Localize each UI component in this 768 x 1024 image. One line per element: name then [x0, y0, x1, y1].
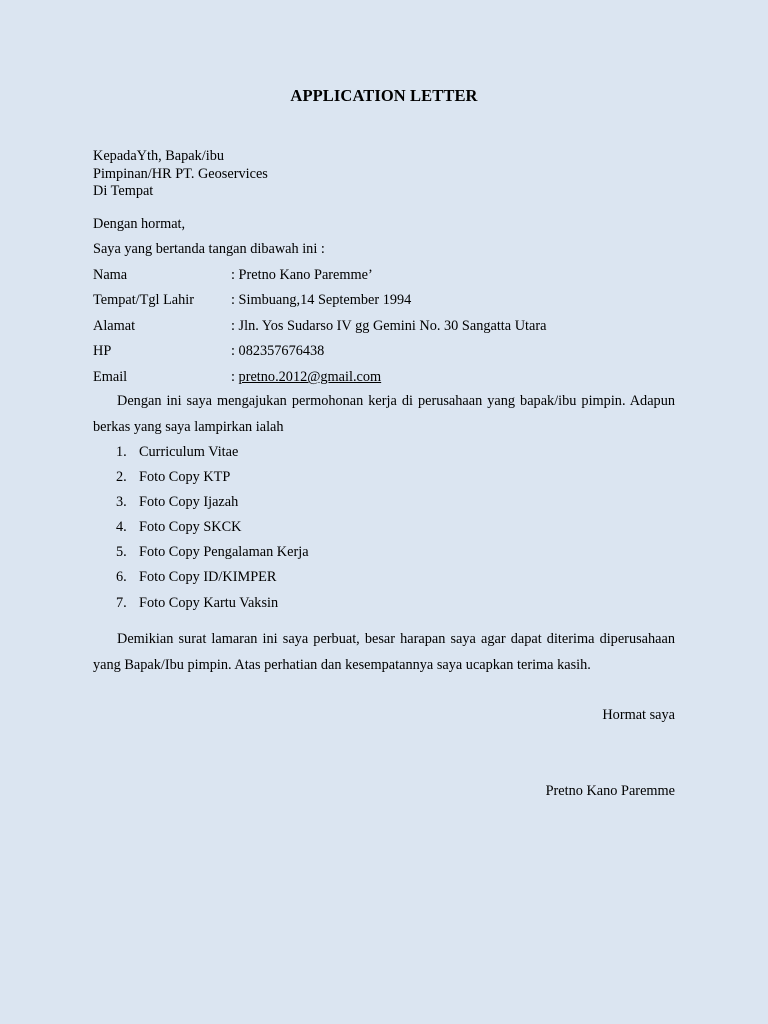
attachment-text: Foto Copy Ijazah — [139, 494, 239, 510]
attachment-text: Foto Copy ID/KIMPER — [139, 569, 277, 585]
nama-value: : Pretno Kano Paremme’ — [231, 267, 373, 283]
attachment-item — [116, 443, 238, 461]
letter-title: APPLICATION LETTER — [290, 86, 478, 105]
signature-name: Pretno Kano Paremme — [545, 783, 675, 799]
recipient-line-3: Di Tempat — [93, 183, 154, 199]
closing-paragraph: Demikian surat lamaran ini saya perbuat, besar harapan saya agar dapat diterima diperusahaan yang Bapak/Ibu pimpin. Atas perhatian dan kesempatannya saya ucapkan terima kasih. — [93, 631, 675, 673]
sign-off: Hormat saya — [602, 707, 675, 723]
attachment-number: 5. — [116, 544, 127, 560]
attachment-item — [116, 568, 276, 586]
ttl-value: : Simbuang,14 September 1994 — [231, 292, 412, 308]
attachment-number: 1. — [116, 444, 127, 460]
attachment-number: 4. — [116, 519, 127, 535]
attachment-text: Foto Copy KTP — [139, 469, 231, 485]
body-paragraph: Dengan ini saya mengajukan permohonan kerja di perusahaan yang bapak/ibu pimpin. Adapun berkas yang saya lampirkan ialah — [93, 393, 675, 435]
attachment-item — [116, 518, 242, 536]
attachment-number: 3. — [116, 494, 127, 510]
attachment-text: Curriculum Vitae — [139, 444, 239, 460]
intro-line: Saya yang bertanda tangan dibawah ini : — [93, 241, 325, 257]
attachment-item — [116, 594, 278, 612]
alamat-value: : Jln. Yos Sudarso IV gg Gemini No. 30 Sangatta Utara — [231, 318, 547, 334]
email-link[interactable]: pretno.2012@gmail.com — [238, 369, 382, 385]
hp-value: : 082357676438 — [231, 343, 325, 359]
ttl-label: Tempat/Tgl Lahir — [93, 292, 195, 308]
email-field — [231, 368, 381, 386]
alamat-label: Alamat — [93, 318, 136, 334]
attachment-text: Foto Copy SKCK — [139, 519, 242, 535]
attachment-item — [116, 543, 309, 561]
recipient-line-1: KepadaYth, Bapak/ibu — [93, 148, 225, 164]
attachment-number: 7. — [116, 595, 127, 611]
attachment-item — [116, 493, 238, 511]
hp-label: HP — [93, 343, 112, 359]
email-prefix: : — [231, 369, 239, 385]
email-label: Email — [93, 369, 128, 385]
attachment-number: 2. — [116, 469, 127, 485]
attachment-item — [116, 468, 230, 486]
recipient-line-2: Pimpinan/HR PT. Geoservices — [93, 166, 268, 182]
attachment-number: 6. — [116, 569, 127, 585]
attachment-text: Foto Copy Pengalaman Kerja — [139, 544, 309, 560]
greeting: Dengan hormat, — [93, 216, 186, 232]
attachment-text: Foto Copy Kartu Vaksin — [139, 595, 279, 611]
nama-label: Nama — [93, 267, 128, 283]
